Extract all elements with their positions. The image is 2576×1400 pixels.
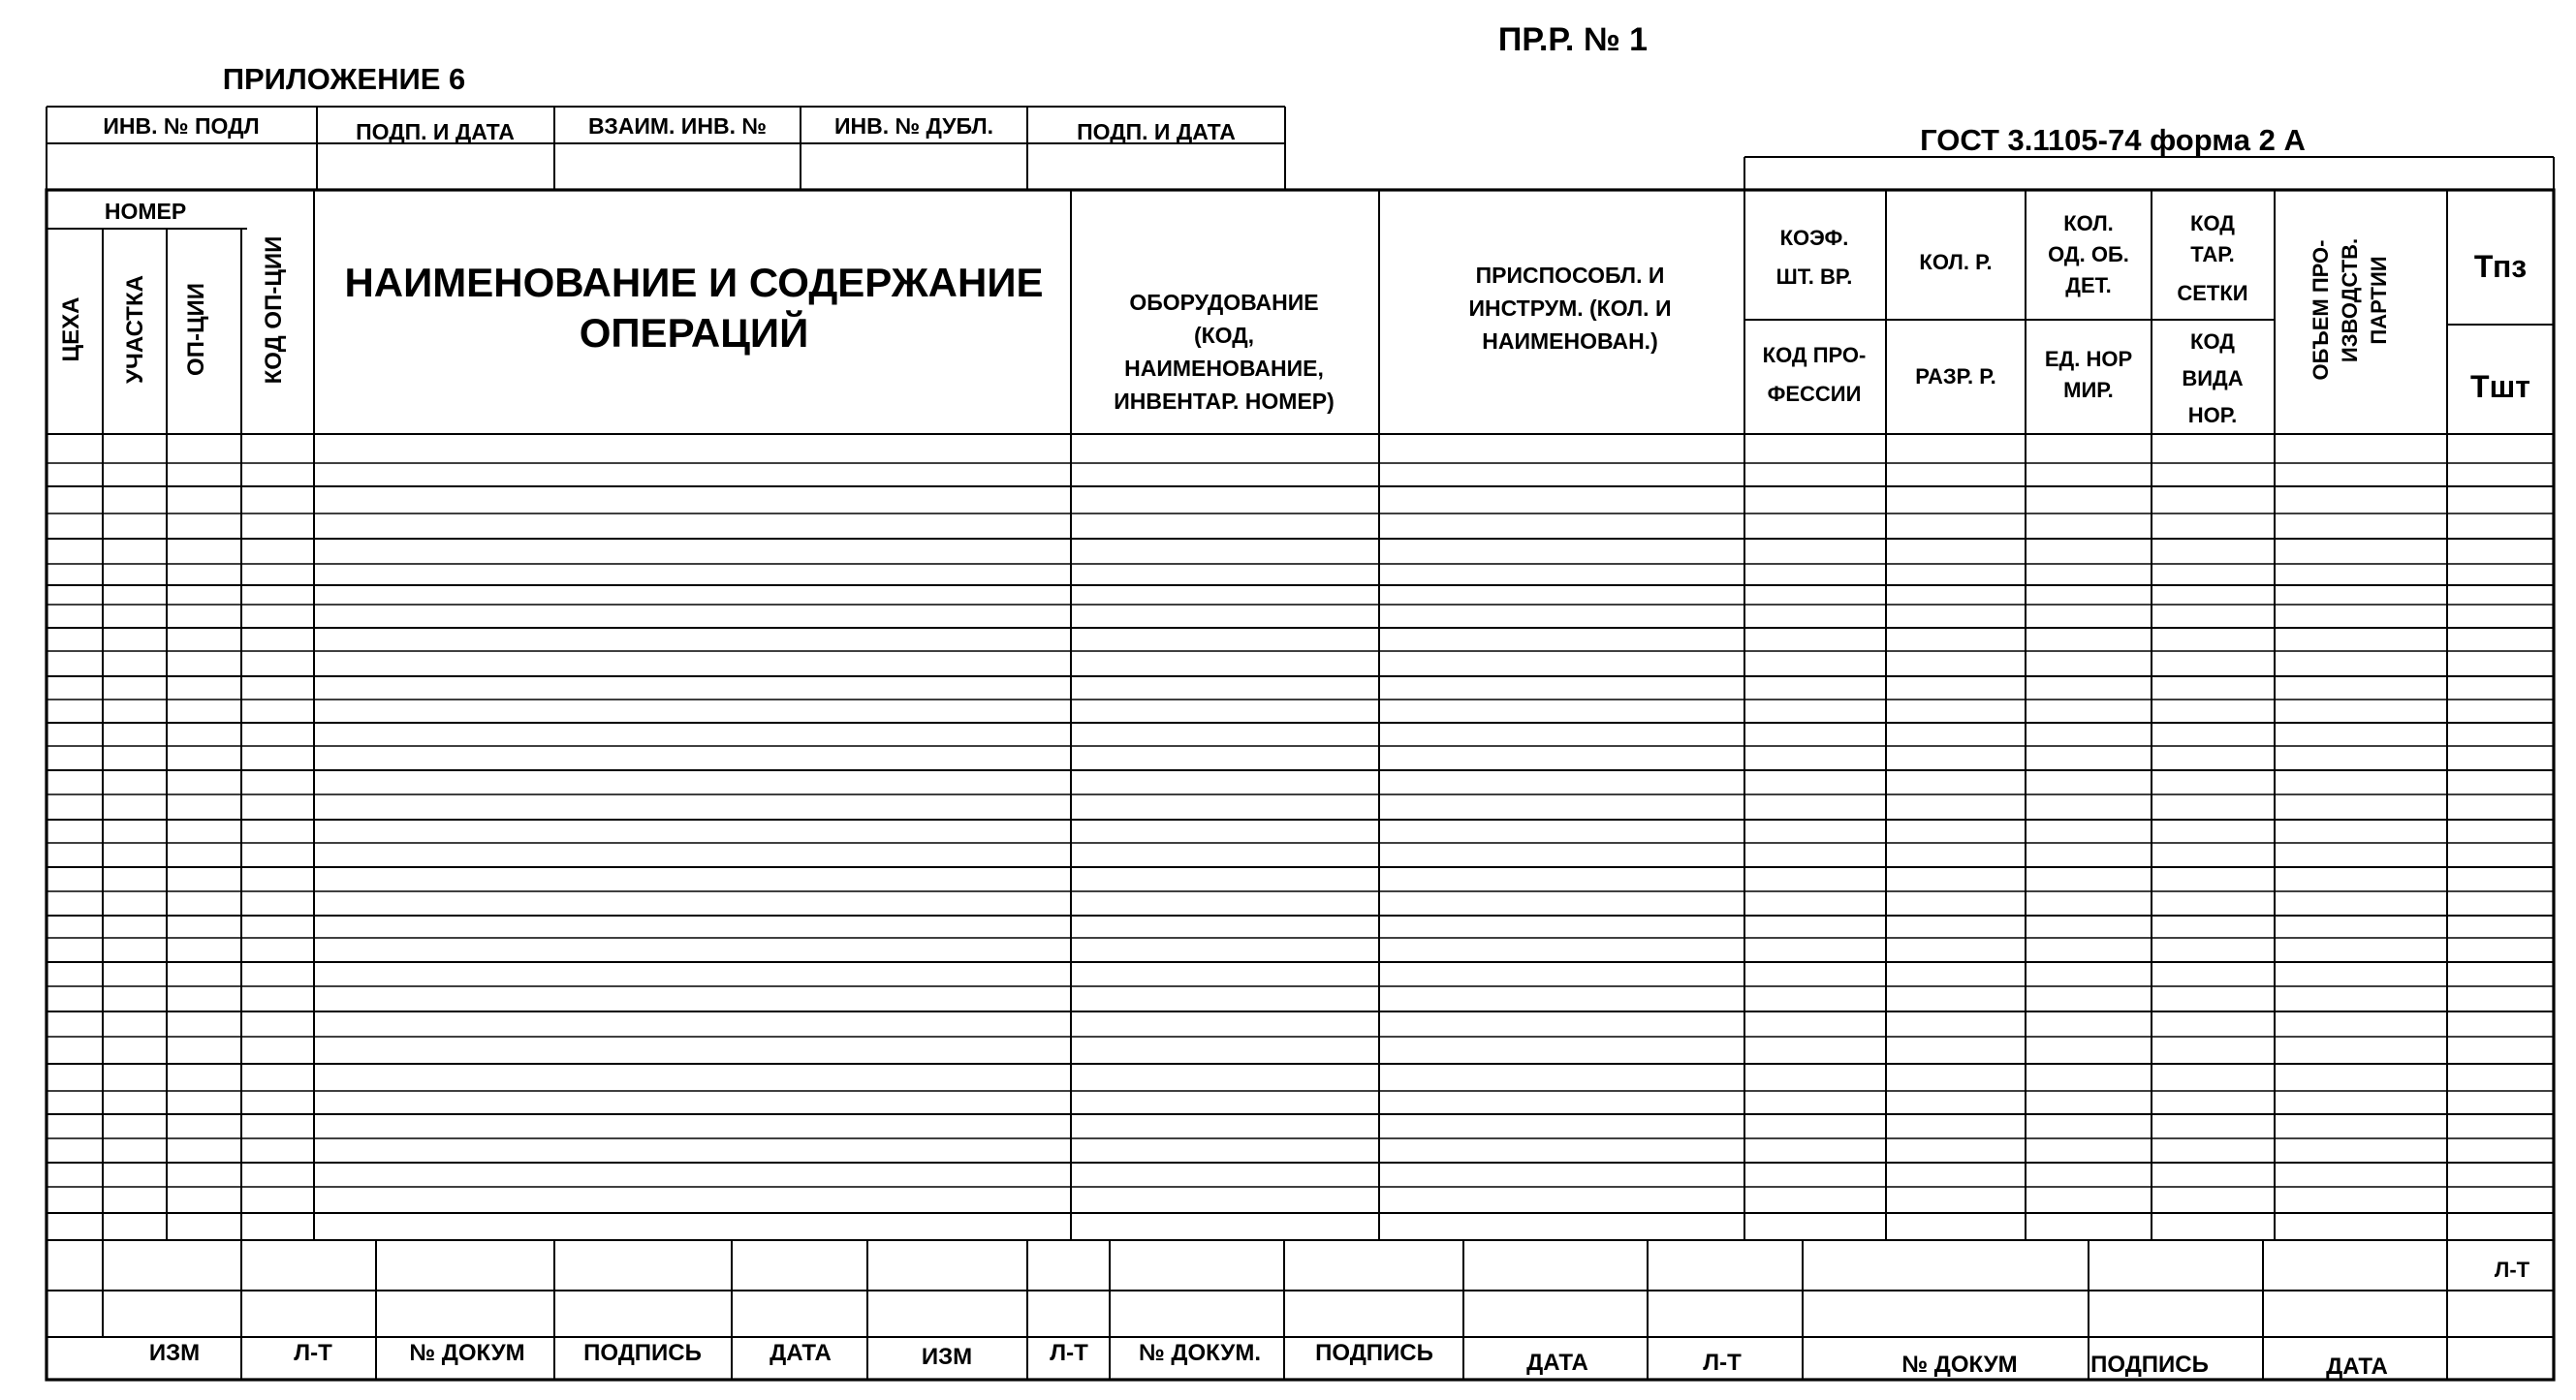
tseha-label: ЦЕХА bbox=[58, 296, 84, 362]
kol-r-label: КОЛ. Р. bbox=[1919, 250, 1993, 274]
obem-label bbox=[2309, 238, 2391, 381]
svg-text:ВИДА: ВИДА bbox=[2182, 366, 2244, 390]
lt-label-2: Л-Т bbox=[1050, 1340, 1088, 1366]
op-tsii-label: ОП-ЦИИ bbox=[183, 283, 209, 376]
lt-label-1: Л-Т bbox=[294, 1340, 332, 1366]
podpis-label-3: ПОДПИСЬ bbox=[2090, 1352, 2209, 1378]
main-table-grid bbox=[47, 157, 2554, 1380]
table-header bbox=[58, 199, 2530, 427]
svg-text:СЕТКИ: СЕТКИ bbox=[2177, 281, 2248, 305]
prisposobl-label bbox=[1469, 263, 1672, 354]
svg-text:ПАРТИИ: ПАРТИИ bbox=[2367, 256, 2391, 345]
lt-label-3: Л-Т bbox=[1703, 1350, 1742, 1376]
revision-block bbox=[149, 1258, 2530, 1380]
svg-text:ИНВЕНТАР. НОМЕР): ИНВЕНТАР. НОМЕР) bbox=[1114, 389, 1335, 414]
tpz-label: Тпз bbox=[2473, 249, 2528, 284]
tsht-label: Тшт bbox=[2470, 369, 2530, 404]
svg-text:КОД: КОД bbox=[2190, 211, 2235, 235]
koef-label bbox=[1776, 226, 1853, 289]
kod-tar-label bbox=[2177, 211, 2247, 305]
vzaim-inv-label: ВЗАИМ. ИНВ. № bbox=[588, 113, 767, 139]
data-label-1: ДАТА bbox=[770, 1340, 832, 1366]
svg-text:ОБОРУДОВАНИЕ: ОБОРУДОВАНИЕ bbox=[1129, 290, 1319, 315]
naimenovanie-title-2: ОПЕРАЦИЙ bbox=[579, 310, 809, 356]
svg-text:КОЛ.: КОЛ. bbox=[2063, 211, 2114, 235]
appendix-title: ПРИЛОЖЕНИЕ 6 bbox=[222, 62, 466, 96]
svg-text:ДЕТ.: ДЕТ. bbox=[2065, 273, 2112, 297]
izm-label-2: ИЗМ bbox=[921, 1344, 973, 1370]
izm-label-1: ИЗМ bbox=[148, 1340, 201, 1366]
gost-label: ГОСТ 3.1105-74 форма 2 А bbox=[1920, 123, 2306, 157]
kod-vida-label bbox=[2182, 329, 2243, 427]
form-number-title: ПР.Р. № 1 bbox=[1497, 21, 1649, 58]
top-stamp bbox=[47, 107, 1285, 190]
svg-text:ТАР.: ТАР. bbox=[2190, 242, 2235, 266]
svg-text:ШТ. ВР.: ШТ. ВР. bbox=[1775, 264, 1853, 289]
dokum-label-2: № ДОКУМ. bbox=[1138, 1340, 1262, 1366]
data-label-3: ДАТА bbox=[2326, 1353, 2388, 1380]
svg-text:ОБЪЕМ ПРО-: ОБЪЕМ ПРО- bbox=[2309, 239, 2333, 381]
podpis-label-1: ПОДПИСЬ bbox=[583, 1340, 702, 1366]
inv-podl-label: ИНВ. № ПОДЛ bbox=[103, 113, 260, 139]
svg-text:НАИМЕНОВАНИЕ,: НАИМЕНОВАНИЕ, bbox=[1124, 356, 1324, 381]
podpis-label-2: ПОДПИСЬ bbox=[1315, 1340, 1433, 1366]
dokum-label-3: № ДОКУМ bbox=[1901, 1352, 2018, 1378]
data-label-2: ДАТА bbox=[1526, 1350, 1588, 1376]
kod-op-tsii-label: КОД ОП-ЦИИ bbox=[261, 235, 287, 385]
oborudovanie-label bbox=[1114, 290, 1335, 414]
svg-text:ОД. ОБ.: ОД. ОБ. bbox=[2048, 242, 2129, 266]
svg-text:НОР.: НОР. bbox=[2187, 403, 2238, 427]
podp-data-label-1: ПОДП. И ДАТА bbox=[356, 119, 515, 144]
svg-text:ЕД. НОР: ЕД. НОР bbox=[2044, 347, 2133, 371]
razr-r-label: РАЗР. Р. bbox=[1915, 364, 1996, 389]
ed-nor-label bbox=[2045, 347, 2132, 402]
podp-data-label-2: ПОДП. И ДАТА bbox=[1077, 119, 1236, 144]
svg-text:КОЭФ.: КОЭФ. bbox=[1779, 226, 1849, 250]
svg-text:ФЕССИИ: ФЕССИИ bbox=[1767, 382, 1862, 406]
svg-text:МИР.: МИР. bbox=[2063, 378, 2114, 402]
naimenovanie-title-1: НАИМЕНОВАНИЕ И СОДЕРЖАНИЕ bbox=[344, 260, 1044, 305]
kol-od-ob-label bbox=[2048, 211, 2129, 297]
nomer-label: НОМЕР bbox=[104, 199, 187, 224]
svg-text:ИНСТРУМ. (КОЛ. И: ИНСТРУМ. (КОЛ. И bbox=[1468, 296, 1672, 321]
inv-dubl-label: ИНВ. № ДУБЛ. bbox=[833, 113, 994, 139]
dokum-label-1: № ДОКУМ bbox=[409, 1340, 525, 1366]
svg-text:НАИМЕНОВАН.): НАИМЕНОВАН.) bbox=[1482, 328, 1658, 354]
svg-text:КОД: КОД bbox=[2190, 329, 2235, 354]
svg-text:ИЗВОДСТВ.: ИЗВОДСТВ. bbox=[2338, 237, 2362, 363]
svg-text:(КОД,: (КОД, bbox=[1193, 323, 1255, 348]
sheet-label: Л-Т bbox=[2494, 1258, 2530, 1282]
svg-text:КОД ПРО-: КОД ПРО- bbox=[1762, 343, 1867, 367]
kod-professii-label bbox=[1763, 343, 1867, 406]
svg-text:ПРИСПОСОБЛ. И: ПРИСПОСОБЛ. И bbox=[1475, 263, 1665, 288]
uchastka-label: УЧАСТКА bbox=[122, 275, 148, 384]
